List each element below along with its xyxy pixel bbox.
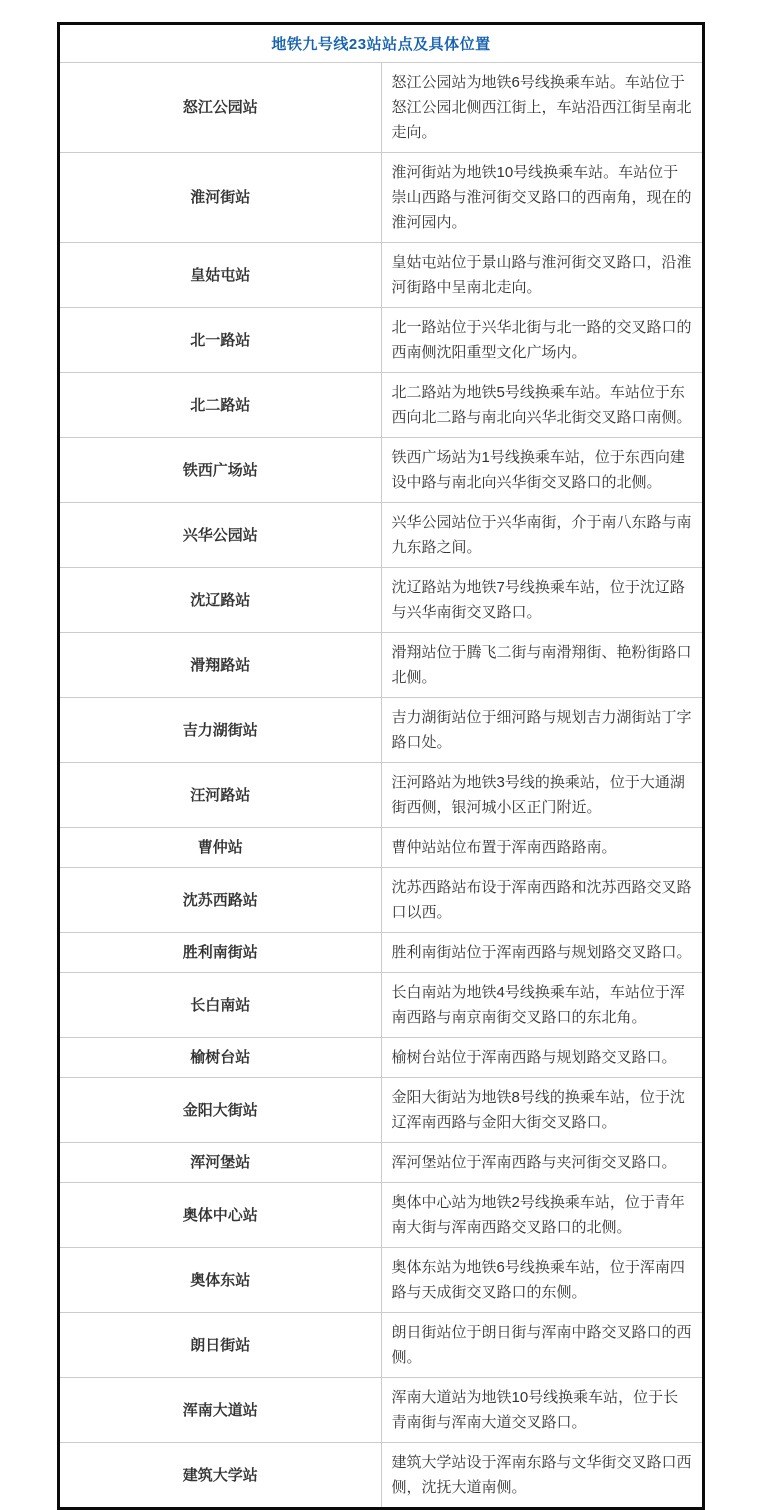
table-body	[59, 63, 704, 1509]
table-row	[59, 933, 704, 973]
station-description-cell: 胜利南街站位于浑南西路与规划路交叉路口。	[381, 933, 704, 973]
station-description-cell: 浑南大道站为地铁10号线换乘车站，位于长青南街与浑南大道交叉路口。	[381, 1378, 704, 1443]
table-row	[59, 568, 704, 633]
station-name-cell: 怒江公园站	[59, 63, 382, 153]
table-row	[59, 308, 704, 373]
table-row	[59, 1078, 704, 1143]
station-description-cell: 浑河堡站位于浑南西路与夹河街交叉路口。	[381, 1143, 704, 1183]
station-description-cell: 吉力湖街站位于细河路与规划吉力湖街站丁字路口处。	[381, 698, 704, 763]
station-name-cell: 滑翔路站	[59, 633, 382, 698]
station-description-cell: 沈辽路站为地铁7号线换乘车站，位于沈辽路与兴华南街交叉路口。	[381, 568, 704, 633]
station-description-cell: 朗日街站位于朗日街与浑南中路交叉路口的西侧。	[381, 1313, 704, 1378]
table-row	[59, 973, 704, 1038]
table-row	[59, 1038, 704, 1078]
station-description-cell: 沈苏西路站布设于浑南西路和沈苏西路交叉路口以西。	[381, 868, 704, 933]
station-name-cell: 建筑大学站	[59, 1443, 382, 1509]
station-description-cell: 榆树台站位于浑南西路与规划路交叉路口。	[381, 1038, 704, 1078]
station-name-cell: 奥体东站	[59, 1248, 382, 1313]
station-description-cell: 北一路站位于兴华北街与北一路的交叉路口的西南侧沈阳重型文化广场内。	[381, 308, 704, 373]
station-description-cell: 金阳大街站为地铁8号线的换乘车站，位于沈辽浑南西路与金阳大街交叉路口。	[381, 1078, 704, 1143]
table-row	[59, 633, 704, 698]
table-title: 地铁九号线23站站点及具体位置	[59, 24, 704, 63]
station-name-cell: 朗日街站	[59, 1313, 382, 1378]
station-name-cell: 吉力湖街站	[59, 698, 382, 763]
station-name-cell: 铁西广场站	[59, 438, 382, 503]
table-row	[59, 438, 704, 503]
station-name-cell: 奥体中心站	[59, 1183, 382, 1248]
table-row	[59, 1248, 704, 1313]
table-row	[59, 1378, 704, 1443]
table-row	[59, 503, 704, 568]
station-name-cell: 汪河路站	[59, 763, 382, 828]
station-name-cell: 皇姑屯站	[59, 243, 382, 308]
station-name-cell: 曹仲站	[59, 828, 382, 868]
station-name-cell: 浑河堡站	[59, 1143, 382, 1183]
station-name-cell: 淮河街站	[59, 153, 382, 243]
station-name-cell: 北一路站	[59, 308, 382, 373]
table-row	[59, 63, 704, 153]
station-description-cell: 铁西广场站为1号线换乘车站，位于东西向建设中路与南北向兴华街交叉路口的北侧。	[381, 438, 704, 503]
station-name-cell: 长白南站	[59, 973, 382, 1038]
station-name-cell: 兴华公园站	[59, 503, 382, 568]
table-row	[59, 243, 704, 308]
table-header-row	[59, 24, 704, 63]
station-name-cell: 榆树台站	[59, 1038, 382, 1078]
station-description-cell: 奥体东站为地铁6号线换乘车站，位于浑南四路与天成街交叉路口的东侧。	[381, 1248, 704, 1313]
station-description-cell: 滑翔站位于腾飞二街与南滑翔街、艳粉街路口北侧。	[381, 633, 704, 698]
station-description-cell: 曹仲站站位布置于浑南西路路南。	[381, 828, 704, 868]
table-row	[59, 1143, 704, 1183]
table-row	[59, 1443, 704, 1509]
table-row	[59, 373, 704, 438]
station-description-cell: 怒江公园站为地铁6号线换乘车站。车站位于怒江公园北侧西江街上，车站沿西江街呈南北走向。	[391, 74, 692, 141]
station-description-cell: 建筑大学站设于浑南东路与文华街交叉路口西侧，沈抚大道南侧。	[381, 1443, 704, 1509]
table-row	[59, 698, 704, 763]
table-row	[59, 828, 704, 868]
station-description-cell: 长白南站为地铁4号线换乘车站，车站位于浑南西路与南京南街交叉路口的东北角。	[381, 973, 704, 1038]
station-name-cell: 北二路站	[59, 373, 382, 438]
station-name-cell: 浑南大道站	[59, 1378, 382, 1443]
table-row	[59, 1313, 704, 1378]
station-name-cell: 胜利南街站	[59, 933, 382, 973]
station-description-cell: 奥体中心站为地铁2号线换乘车站，位于青年南大街与浑南西路交叉路口的北侧。	[381, 1183, 704, 1248]
table-row	[59, 1183, 704, 1248]
station-description-cell: 兴华公园站位于兴华南街，介于南八东路与南九东路之间。	[381, 503, 704, 568]
station-name-cell: 金阳大街站	[59, 1078, 382, 1143]
table-row	[59, 763, 704, 828]
station-description-cell: 汪河路站为地铁3号线的换乘站，位于大通湖街西侧，银河城小区正门附近。	[381, 763, 704, 828]
station-name-cell: 沈苏西路站	[59, 868, 382, 933]
table-row	[59, 153, 704, 243]
station-description-cell: 北二路站为地铁5号线换乘车站。车站位于东西向北二路与南北向兴华北街交叉路口南侧。	[381, 373, 704, 438]
station-description-cell: 皇姑屯站位于景山路与淮河街交叉路口，沿淮河街路中呈南北走向。	[381, 243, 704, 308]
station-description-cell: 淮河街站为地铁10号线换乘车站。车站位于崇山西路与淮河街交叉路口的西南角，现在的淮河园内。	[381, 153, 704, 243]
station-name-cell: 沈辽路站	[59, 568, 382, 633]
table-row	[59, 868, 704, 933]
stations-table	[57, 22, 705, 1510]
